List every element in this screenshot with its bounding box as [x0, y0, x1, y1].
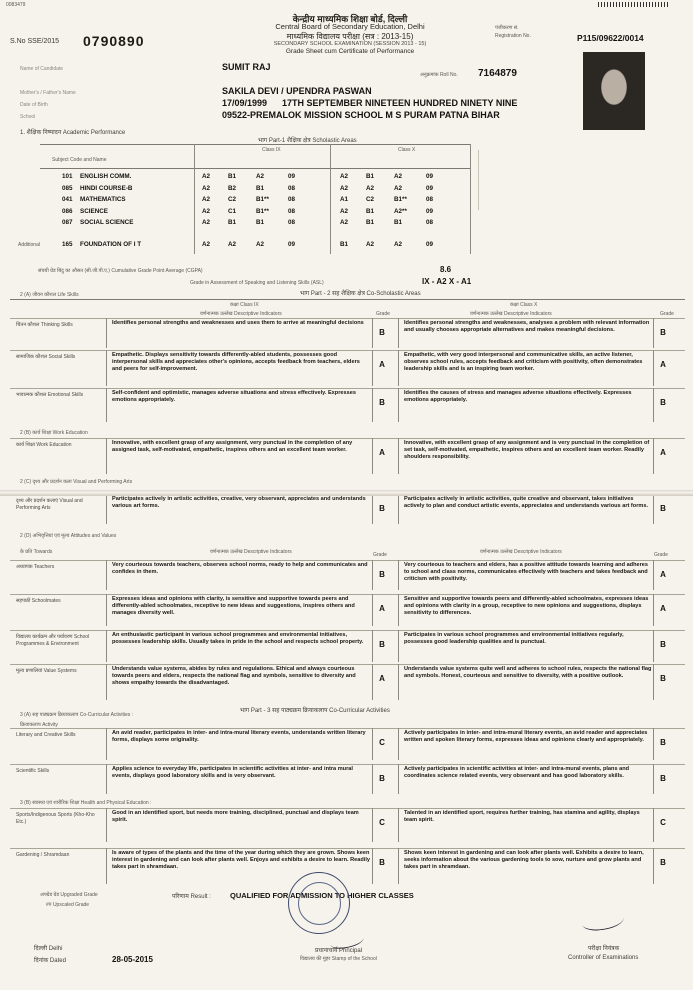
class10-grade: A2 — [340, 184, 349, 192]
school-programmes-class10-grade: B — [660, 640, 666, 649]
emotional-skills-label: भावात्मक कौशल Emotional Skills — [16, 392, 84, 398]
controller-label: Controller of Examinations — [568, 955, 639, 961]
additional-label: Additional — [18, 242, 40, 248]
work-education-class10-indicator: Innovative, with excellent grasp of any assignment and is very punctual in the completion of set task, self-motivated, empathetic, inspires others and an excellent team worker. Readily shoulders responsibility. — [404, 440, 650, 460]
thinking-skills-class9-grade: B — [379, 328, 385, 337]
result-label: परिणाम Result : — [172, 894, 211, 900]
social-skills-class10-indicator: Empathetic, with very good interpersonal and communicative skills, an active listener, observes school rules, accepts feedback and criticism with positivity, often demonstrates leadership skills and is an inspiring team worker. — [404, 352, 643, 372]
work-education-class10-grade: A — [660, 448, 666, 457]
scientific-skills-label: Scientific Skills — [16, 768, 50, 774]
visual-performing-arts-class10-grade: B — [660, 504, 666, 513]
grade-header-10: Grade — [660, 311, 674, 317]
work-education-label: 2 (B) कार्य शिक्षा Work Education — [20, 430, 88, 436]
scientific-skills-class10-grade: B — [660, 774, 666, 783]
subject-code: 041 — [62, 196, 73, 203]
upscaled-grade-label: ## Upscaled Grade — [46, 902, 90, 908]
serial-prefix: S.No SSE/2015 — [10, 38, 60, 45]
class10-grade: 09 — [426, 184, 434, 192]
attitudes-grade-header-9: Grade — [373, 552, 387, 558]
literary-creative-skills-class10-grade: B — [660, 738, 666, 747]
grade-header-9: Grade — [376, 311, 390, 317]
thinking-skills-class10-grade: B — [660, 328, 666, 337]
school-programmes-label: विद्यालय कार्यक्रम और पर्यावरण School Programmes & Environment — [16, 634, 90, 647]
emotional-skills-class9-grade: B — [379, 398, 385, 407]
gardening-shramdaan-class9-indicator: Is aware of types of the plants and the time of the year during which they are grown. Shows keen interest in gardening and can look after plants well. Enjoys and exhibits a desire to learn. Readily takes part in shramdaan. — [112, 850, 371, 870]
literary-creative-skills-class9-indicator: An avid reader, participates in inter- and intra-mural literary events, understands written literary forms, displays some originality. — [112, 730, 366, 743]
class10-grade: 08 — [426, 196, 434, 203]
class9-grade: 08 — [288, 184, 296, 192]
class9-grade: B1** — [256, 196, 269, 203]
visual-performing-arts-class9-indicator: Participates actively in artistic activities, creative, very observant, appreciates and understands various art forms. — [112, 496, 366, 509]
controller-label-hindi: परीक्षा नियंत्रक — [588, 946, 620, 952]
visual-arts-label: 2 (C) दृश्य और प्रदर्शन कला Visual and Performing Arts — [20, 479, 133, 485]
registration-number: P115/09622/0014 — [577, 33, 644, 43]
dob-label: Date of Birth — [20, 102, 48, 108]
value-systems-class10-grade: B — [660, 674, 666, 683]
scientific-skills-class9-indicator: Applies science to everyday life, participates in scientific activities at inter- and intra mural events, displays good laboratory skills and is very observant. — [112, 766, 353, 779]
subject-column-header: Subject Code and Name — [52, 157, 107, 163]
schoolmates-label: सहपाठी Schoolmates — [16, 598, 61, 604]
parents-names: SAKILA DEVI / UPENDRA PASWAN — [222, 86, 372, 96]
class9-header: Class IX — [262, 147, 281, 153]
roll-label: अनुक्रमांक Roll No. — [420, 72, 458, 78]
gardening-shramdaan-class9-grade: B — [379, 858, 385, 867]
subject-name: HINDI COURSE-B — [80, 184, 133, 192]
literary-creative-skills-class9-grade: C — [379, 738, 385, 747]
date-label: दिनांक Dated — [34, 958, 66, 964]
life-skills-label: 2 (A) जीवन कौशल Life Skills — [20, 292, 79, 298]
class9-grade: B1** — [256, 207, 269, 215]
social-skills-class10-grade: A — [660, 360, 666, 369]
class9-grade: A2 — [256, 173, 265, 180]
serial-number: 0790890 — [83, 33, 145, 49]
class10-grade: A2 — [366, 241, 375, 248]
attitudes-desc-header-10: वर्णनात्मक उल्लेख Descriptive Indicators — [480, 549, 562, 555]
teachers-class9-grade: B — [379, 570, 385, 579]
controller-signature — [581, 910, 624, 932]
class9-grade: 09 — [288, 173, 296, 180]
top-code: 0083479 — [6, 2, 26, 8]
subject-name: SCIENCE — [80, 207, 108, 215]
registration-label-hindi: पंजीकरण सं. — [495, 25, 519, 31]
gardening-shramdaan-class10-grade: B — [660, 858, 666, 867]
sports-class10-indicator: Talented in an identified sport, requires further training, has stamina and agility, displays team spirit. — [404, 810, 640, 823]
school-label: School — [20, 114, 36, 120]
class10-co-header: कक्षा Class X — [510, 302, 538, 308]
teachers-class10-grade: A — [660, 570, 666, 579]
schoolmates-class9-grade: A — [379, 604, 385, 613]
emotional-skills-class10-indicator: Identifies the causes of stress and manages adverse situations effectively. Expresses emotions appropriately. — [404, 390, 632, 403]
school-programmes-class10-indicator: Participates in various school programmes and environmental initiatives regularly, possesses good leadership qualities and is punctual. — [404, 632, 624, 645]
name-label: Name of Candidate — [20, 66, 64, 72]
class9-co-header: कक्षा Class IX — [230, 302, 259, 308]
subject-code: 165 — [62, 241, 73, 248]
class10-grade: 09 — [426, 207, 434, 215]
result-value: QUALIFIED FOR ADMISSION TO HIGHER CLASSES — [230, 891, 414, 900]
class9-grade: B1 — [256, 219, 265, 226]
sports-class10-grade: C — [660, 818, 666, 827]
class10-grade: A2** — [394, 207, 407, 215]
class9-grade: A2 — [256, 241, 265, 248]
class10-grade: B1 — [366, 207, 375, 215]
sports-class9-indicator: Good in an identified sport, but needs more training, disciplined, punctual and displays team spirit. — [112, 810, 359, 823]
attitudes-towards-header: के प्रति Towards — [20, 549, 53, 555]
class10-grade: A2 — [340, 173, 349, 180]
work-education-label: कार्य शिक्षा Work Education — [16, 442, 72, 448]
school-programmes-class9-grade: B — [379, 640, 385, 649]
value-systems-label: मूल्य प्रणालियां Value Systems — [16, 668, 77, 674]
school-stamp-seal — [288, 872, 350, 934]
part3-title: भाग Part - 3 सह पाठ्यक्रम क्रियाकलाप Co-Curricular Activities — [240, 708, 390, 714]
value-systems-class10-indicator: Understands value systems quite well and adheres to school rules, respects the national flag and symbols. Honest, courteous and sensitive to diversity, with a positive outlook. — [404, 666, 652, 679]
value-systems-class9-indicator: Understands value systems, abides by rules and regulations. Ethical and always courteous towards peers and elders, respects the national flag and symbols, sensitive to diversity and shows empathy towards the disadvantaged. — [112, 666, 356, 686]
paper-fold — [0, 490, 693, 496]
class9-grade: A2 — [202, 207, 211, 215]
candidate-name: SUMIT RAJ — [222, 62, 271, 72]
subject-name: MATHEMATICS — [80, 196, 126, 203]
attitudes-desc-header-9: वर्णनात्मक उल्लेख Descriptive Indicators — [210, 549, 292, 555]
attitudes-grade-header-10: Grade — [654, 552, 668, 558]
class9-grade: A2 — [202, 184, 211, 192]
class10-grade: 08 — [426, 219, 434, 226]
place-label: दिल्ली Delhi — [34, 946, 63, 952]
exam-name-english: SECONDARY SCHOOL EXAMINATION (SESSION 2013 - 15) — [273, 41, 427, 47]
activity-column-header: क्रियाकलाप Activity — [20, 722, 58, 728]
emotional-skills-class9-indicator: Self-confident and optimistic, manages adverse situations and stress effectively. Expresses emotions appropriately. — [112, 390, 356, 403]
stamp-label: विद्यालय की मुहर Stamp of the School — [300, 956, 377, 962]
subject-code: 087 — [62, 219, 73, 226]
class9-grade: B2 — [228, 184, 237, 192]
schoolmates-class10-indicator: Sensitive and supportive towards peers and differently-abled schoolmates, expresses ideas and opinions with clarity in a group, receptive to new opinions and suggestions, displays sensitivity to differences. — [404, 596, 649, 616]
scientific-skills-class9-grade: B — [379, 774, 385, 783]
class10-grade: A1 — [340, 196, 349, 203]
thinking-skills-class9-indicator: Identifies personal strengths and weaknesses and uses them to arrive at meaningful decisions — [112, 320, 364, 326]
part1-title: भाग Part-1 शैक्षिक क्षेत्र Scholastic Areas — [258, 138, 357, 144]
part2-title: भाग Part - 2 सह शैक्षिक क्षेत्र Co-Scholastic Areas — [300, 291, 421, 297]
thinking-skills-class10-indicator: Identifies personal strengths and weaknesses, analyses a problem with relevant information and usually chooses appropriate alternatives and makes meaningful decisions. — [404, 320, 650, 333]
asl-value: IX - A2 X - A1 — [422, 277, 472, 286]
roll-number: 7164879 — [478, 68, 517, 79]
class10-grade: B1 — [340, 241, 349, 248]
class9-grade: B1 — [256, 184, 265, 192]
schoolmates-class10-grade: A — [660, 604, 666, 613]
teachers-class10-indicator: Very courteous to teachers and elders, has a positive attitude towards learning and adheres to school and class norms, communicates effectively with teachers and takes feedback and criticism with positivity. — [404, 562, 649, 582]
exam-name-hindi: माध्यमिक विद्यालय परीक्षा (सत्र : 2013-15) — [286, 32, 414, 41]
candidate-photo — [583, 52, 645, 130]
class10-grade: 09 — [426, 241, 434, 248]
date-of-birth-words: 17TH SEPTEMBER NINETEEN HUNDRED NINETY NINE — [282, 98, 518, 108]
class9-grade: 08 — [288, 207, 296, 215]
class9-grade: A2 — [228, 241, 237, 248]
subject-code: 101 — [62, 173, 73, 180]
board-name-english: Central Board of Secondary Education, Delhi — [275, 22, 425, 31]
school-programmes-class9-indicator: An enthusiastic participant in various school programmes and environmental initiatives, possesses leadership skills. Usually takes in pride in the school and respects school property. — [112, 632, 364, 645]
emotional-skills-class10-grade: B — [660, 398, 666, 407]
class10-grade: C2 — [366, 196, 375, 203]
class10-header: Class X — [398, 147, 416, 153]
descriptive-header-9: वर्णनात्मक उल्लेख Descriptive Indicators — [200, 311, 282, 317]
class10-grade: 09 — [426, 173, 434, 180]
sports-label: Sports/Indigenous Sports (Kho-Kho Etc.) — [16, 812, 95, 825]
class10-grade: B1** — [394, 196, 407, 203]
principal-label: प्रधानाचार्य Principal — [315, 948, 363, 954]
class10-grade: A2 — [394, 241, 403, 248]
class10-grade: A2 — [340, 207, 349, 215]
class9-grade: B1 — [228, 173, 237, 180]
academic-performance-label: 1. शैक्षिक निष्पादन Academic Performance — [20, 130, 126, 136]
class10-grade: A2 — [394, 173, 403, 180]
class9-grade: C1 — [228, 207, 237, 215]
social-skills-class9-indicator: Empathetic. Displays sensitivity towards differently-abled students, possesses good interpersonal skills and appreciates other's opinions, accepts feedback from teachers, elders and peers for self-improvement. — [112, 352, 360, 372]
co-curricular-label: 3 (A) सह पाठ्यक्रम क्रियाकलाप Co-Curricular Activities : — [20, 712, 134, 718]
class9-grade: 08 — [288, 219, 296, 226]
cgpa-value: 8.6 — [440, 265, 452, 274]
subject-name: SOCIAL SCIENCE — [80, 219, 134, 226]
subject-code: 086 — [62, 207, 73, 215]
barcode — [598, 2, 668, 7]
health-label: 3 (B) स्वास्थ्य एवं शारीरिक शिक्षा Health and Physical Education : — [20, 800, 152, 806]
attitudes-label: 2 (D) अभिवृत्तियां एवं मूल्य Attitudes and Values — [20, 533, 117, 539]
subject-name: ENGLISH COMM. — [80, 173, 132, 180]
class9-grade: A2 — [202, 241, 211, 248]
literary-creative-skills-label: Literary and Creative Skills — [16, 732, 76, 738]
social-skills-label: सामाजिक कौशल Social Skills — [16, 354, 76, 360]
work-education-class9-indicator: Innovative, with excellent grasp of any assignment, very punctual in the completion of any assigned task, self-motivated, empathetic, inspires others and an excellent team worker. — [112, 440, 353, 453]
upgraded-grade-label: अपग्रेड ग्रेड Upgraded Grade — [40, 892, 98, 898]
board-name-hindi: केन्द्रीय माध्यमिक शिक्षा बोर्ड, दिल्ली — [292, 14, 408, 24]
date-of-birth: 17/09/1999 — [222, 98, 268, 108]
thinking-skills-label: चिंतन कौशल Thinking Skills — [16, 322, 73, 328]
literary-creative-skills-class10-indicator: Actively participates in inter- and intra-mural literary events, an avid reader and appreciates written and spoken literary forms, expresses ideas and opinions clearly and appropriately. — [404, 730, 648, 743]
teachers-class9-indicator: Very courteous towards teachers, observes school norms, ready to help and communicates and confides in them. — [112, 562, 368, 575]
class10-grade: A2 — [340, 219, 349, 226]
class9-grade: C2 — [228, 196, 237, 203]
class10-grade: B1 — [394, 219, 403, 226]
class9-grade: A2 — [202, 219, 211, 226]
work-education-class9-grade: A — [379, 448, 385, 457]
class9-grade: A2 — [202, 173, 211, 180]
issue-date: 28-05-2015 — [112, 955, 153, 964]
scientific-skills-class10-indicator: Actively participates in scientific activities at inter- and intra-mural events, plans and coordinates science related events, very observant and has good laboratory skills. — [404, 766, 630, 779]
class10-grade: B1 — [366, 219, 375, 226]
gardening-shramdaan-class10-indicator: Shows keen interest in gardening and can look after plants well. Exhibits a desire to learn, seeks information about the various gardening tools to sow, nurture and grow plants and takes part in shramdaan. — [404, 850, 644, 870]
class9-grade: A2 — [202, 196, 211, 203]
sports-class9-grade: C — [379, 818, 385, 827]
class10-grade: B1 — [366, 173, 375, 180]
social-skills-class9-grade: A — [379, 360, 385, 369]
descriptive-header-10: वर्णनात्मक उल्लेख Descriptive Indicators — [470, 311, 552, 317]
schoolmates-class9-indicator: Expresses ideas and opinions with clarity, is sensitive and supportive towards peers and differently-abled schoolmates, receptive to new ideas and suggestions, inspires others and manages diversity well. — [112, 596, 355, 616]
gardening-shramdaan-label: Gardening / Shramdaan — [16, 852, 70, 858]
asl-label: Grade in Assessment of Speaking and Listening Skills (ASL) — [190, 280, 324, 286]
cgpa-label: संचयी ग्रेड बिंदु का औसत (सी.जी.पी.ए.) Cumulative Grade Point Average (CGPA) — [38, 268, 203, 274]
class9-grade: 08 — [288, 196, 296, 203]
subject-name: FOUNDATION OF I T — [80, 241, 142, 248]
visual-performing-arts-class10-indicator: Participates actively in artistic activities, quite creative and observant, takes initiatives actively to plan and conduct artistic events, appreciates and understands various art forms. — [404, 496, 649, 509]
visual-performing-arts-class9-grade: B — [379, 504, 385, 513]
teachers-label: अध्यापक Teachers — [16, 564, 55, 570]
subject-code: 085 — [62, 184, 73, 192]
registration-label: Registration No. — [495, 33, 531, 39]
parents-label: Mother's / Father's Name — [20, 90, 76, 96]
class9-grade: 09 — [288, 241, 296, 248]
class9-grade: B1 — [228, 219, 237, 226]
value-systems-class9-grade: A — [379, 674, 385, 683]
visual-performing-arts-label: दृश्य और प्रदर्शन कलाएं Visual and Performing Arts — [16, 498, 83, 511]
document-title: Grade Sheet cum Certificate of Performance — [285, 48, 415, 55]
school-name: 09522-PREMALOK MISSION SCHOOL M S PURAM PATNA BIHAR — [222, 110, 500, 120]
class10-grade: A2 — [366, 184, 375, 192]
class10-grade: A2 — [394, 184, 403, 192]
